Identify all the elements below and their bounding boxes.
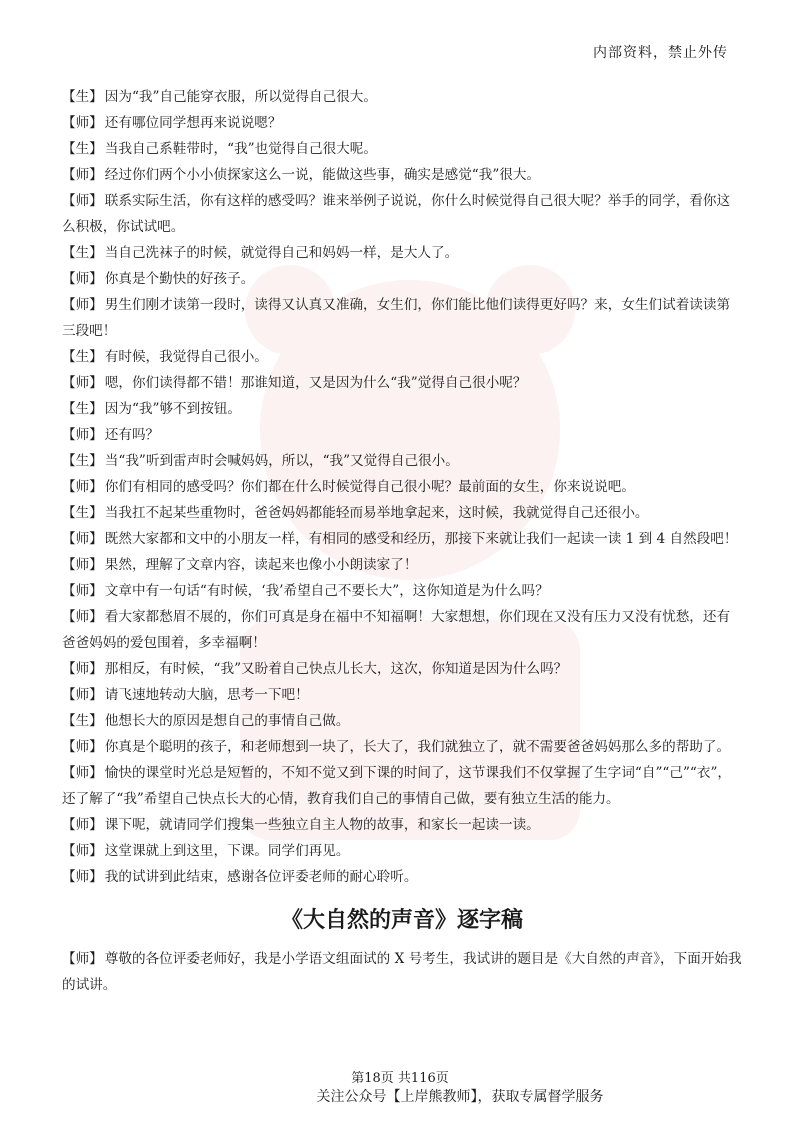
line-text: 当我自己系鞋带时，“我”也觉得自己很大呢。	[104, 141, 377, 157]
dialogue-line	[62, 84, 742, 110]
dialogue-line	[62, 240, 742, 266]
speaker-tag: 【师】	[62, 661, 103, 677]
dialogue-line	[62, 266, 742, 292]
dialogue-line	[62, 864, 742, 890]
speaker-tag: 【生】	[62, 245, 103, 261]
transcript	[62, 84, 742, 890]
speaker-tag: 【师】	[62, 843, 103, 859]
line-text: 因为“我”够不到按钮。	[104, 401, 242, 417]
line-text: 当自己洗袜子的时候，就觉得自己和妈妈一样，是大人了。	[104, 245, 459, 261]
line-text: 他想长大的原因是想自己的事情自己做。	[104, 713, 350, 729]
document-body	[62, 84, 742, 998]
speaker-tag: 【师】	[62, 765, 103, 781]
line-text: 你真是个聪明的孩子，和老师想到一块了，长大了，我们就独立了，就不需要爸爸妈妈那么多的帮助了。	[104, 739, 731, 755]
dialogue-line	[62, 838, 742, 864]
dialogue-line	[62, 292, 742, 344]
line-text: 愉快的课堂时光总是短暂的，不知不觉又到下课的时间了，这节课我们不仅掌握了生字词“自”“己”“衣”，还了解了“我”希望自己快点长大的心情，教育我们自己的事情自己做，要有独立生活的能力。	[62, 765, 732, 807]
line-text: 课下呢，就请同学们搜集一些独立自主人物的故事，和家长一起读一读。	[104, 817, 540, 833]
dialogue-line	[62, 422, 742, 448]
line-text: 男生们刚才读第一段时，读得又认真又准确，女生们，你们能比他们读得更好吗？来，女生们试着读读第三段吧！	[62, 297, 731, 339]
speaker-tag: 【生】	[62, 505, 103, 521]
line-text: 嗯，你们读得都不错！那谁知道，又是因为什么“我”觉得自己很小呢？	[104, 375, 527, 391]
speaker-tag: 【师】	[62, 531, 103, 547]
line-text: 经过你们两个小小侦探家这么一说，能做这些事，确实是感觉“我”很大。	[104, 167, 541, 183]
speaker-tag: 【生】	[62, 401, 103, 417]
line-text: 还有吗？	[104, 427, 160, 443]
dialogue-line	[62, 474, 742, 500]
line-text: 当我扛不起某些重物时，爸爸妈妈都能轻而易举地拿起来，这时候，我就觉得自己还很小。	[104, 505, 649, 521]
line-text: 还有哪位同学想再来说说嗯？	[104, 115, 282, 131]
page-footer	[0, 1070, 800, 1106]
page-number: 第18页 共116页	[351, 1071, 449, 1086]
line-text: 你们有相同的感受吗？你们都在什么时候觉得自己很小呢？最前面的女生，你来说说吧。	[104, 479, 635, 495]
speaker-tag: 【生】	[62, 713, 103, 729]
dialogue-line	[62, 682, 742, 708]
speaker-tag: 【师】	[62, 951, 103, 967]
speaker-tag: 【师】	[62, 427, 103, 443]
dialogue-line	[62, 136, 742, 162]
line-text: 我的试讲到此结束，感谢各位评委老师的耐心聆听。	[104, 869, 418, 885]
line-text: 因为“我”自己能穿衣服，所以觉得自己很大。	[104, 89, 377, 105]
dialogue-line	[62, 370, 742, 396]
dialogue-line	[62, 188, 742, 240]
line-text: 尊敬的各位评委老师好，我是小学语文组面试的 X 号考生，我试讲的题目是《大自然的声音》，下面开始我的试讲。	[62, 951, 742, 993]
dialogue-line	[62, 448, 742, 474]
dialogue-line	[62, 656, 742, 682]
line-text: 文章中有一句话“有时候，‘我’希望自己不要长大”，这你知道是为什么吗？	[104, 583, 549, 599]
line-text: 有时候，我觉得自己很小。	[104, 349, 268, 365]
line-text: 请飞速地转动大脑，思考一下吧！	[104, 687, 309, 703]
line-text: 这堂课就上到这里，下课。同学们再见。	[104, 843, 350, 859]
speaker-tag: 【师】	[62, 193, 103, 209]
line-text: 果然，理解了文章内容，读起来也像小小朗读家了！	[104, 557, 418, 573]
dialogue-line	[62, 110, 742, 136]
dialogue-line	[62, 578, 742, 604]
speaker-tag: 【师】	[62, 583, 103, 599]
dialogue-line	[62, 760, 742, 812]
dialogue-line	[62, 812, 742, 838]
speaker-tag: 【师】	[62, 869, 103, 885]
line-text: 看大家都愁眉不展的，你们可真是身在福中不知福啊！大家想想，你们现在又没有压力又没有忧愁，还有爸爸妈妈的爱包围着，多幸福啊！	[62, 609, 731, 651]
follow-notice: 关注公众号【上岸熊教师】，获取专属督学服务	[316, 1089, 604, 1105]
dialogue-line	[62, 526, 742, 552]
confidential-note: 内部资料，禁止外传	[593, 45, 728, 61]
speaker-tag: 【生】	[62, 349, 103, 365]
line-text: 你真是个勤快的好孩子。	[104, 271, 255, 287]
line-text: 既然大家都和文中的小朋友一样，有相同的感受和经历，那接下来就让我们一起读一读 1 到 4 自然段吧！	[104, 531, 738, 547]
dialogue-line	[62, 946, 742, 998]
dialogue-line	[62, 734, 742, 760]
line-text: 那相反，有时候，“我”又盼着自己快点儿长大，这次，你知道是因为什么吗？	[104, 661, 568, 677]
dialogue-line	[62, 500, 742, 526]
speaker-tag: 【师】	[62, 115, 103, 131]
section-title: 《大自然的声音》逐字稿	[280, 907, 523, 933]
speaker-tag: 【师】	[62, 817, 103, 833]
speaker-tag: 【师】	[62, 167, 103, 183]
speaker-tag: 【生】	[62, 453, 103, 469]
dialogue-line	[62, 708, 742, 734]
line-text: 联系实际生活，你有这样的感受吗？谁来举例子说说，你什么时候觉得自己很大呢？举手的同学，看你这么积极，你试试吧。	[62, 193, 731, 235]
speaker-tag: 【生】	[62, 89, 103, 105]
speaker-tag: 【师】	[62, 271, 103, 287]
dialogue-line	[62, 552, 742, 578]
dialogue-line	[62, 396, 742, 422]
speaker-tag: 【师】	[62, 375, 103, 391]
speaker-tag: 【师】	[62, 557, 103, 573]
speaker-tag: 【师】	[62, 297, 103, 313]
speaker-tag: 【师】	[62, 687, 103, 703]
speaker-tag: 【师】	[62, 479, 103, 495]
speaker-tag: 【生】	[62, 141, 103, 157]
line-text: 当“我”听到雷声时会喊妈妈，所以，“我”又觉得自己很小。	[104, 453, 459, 469]
section-lines	[62, 946, 742, 998]
speaker-tag: 【师】	[62, 739, 103, 755]
dialogue-line	[62, 162, 742, 188]
dialogue-line	[62, 604, 742, 656]
dialogue-line	[62, 344, 742, 370]
speaker-tag: 【师】	[62, 609, 103, 625]
